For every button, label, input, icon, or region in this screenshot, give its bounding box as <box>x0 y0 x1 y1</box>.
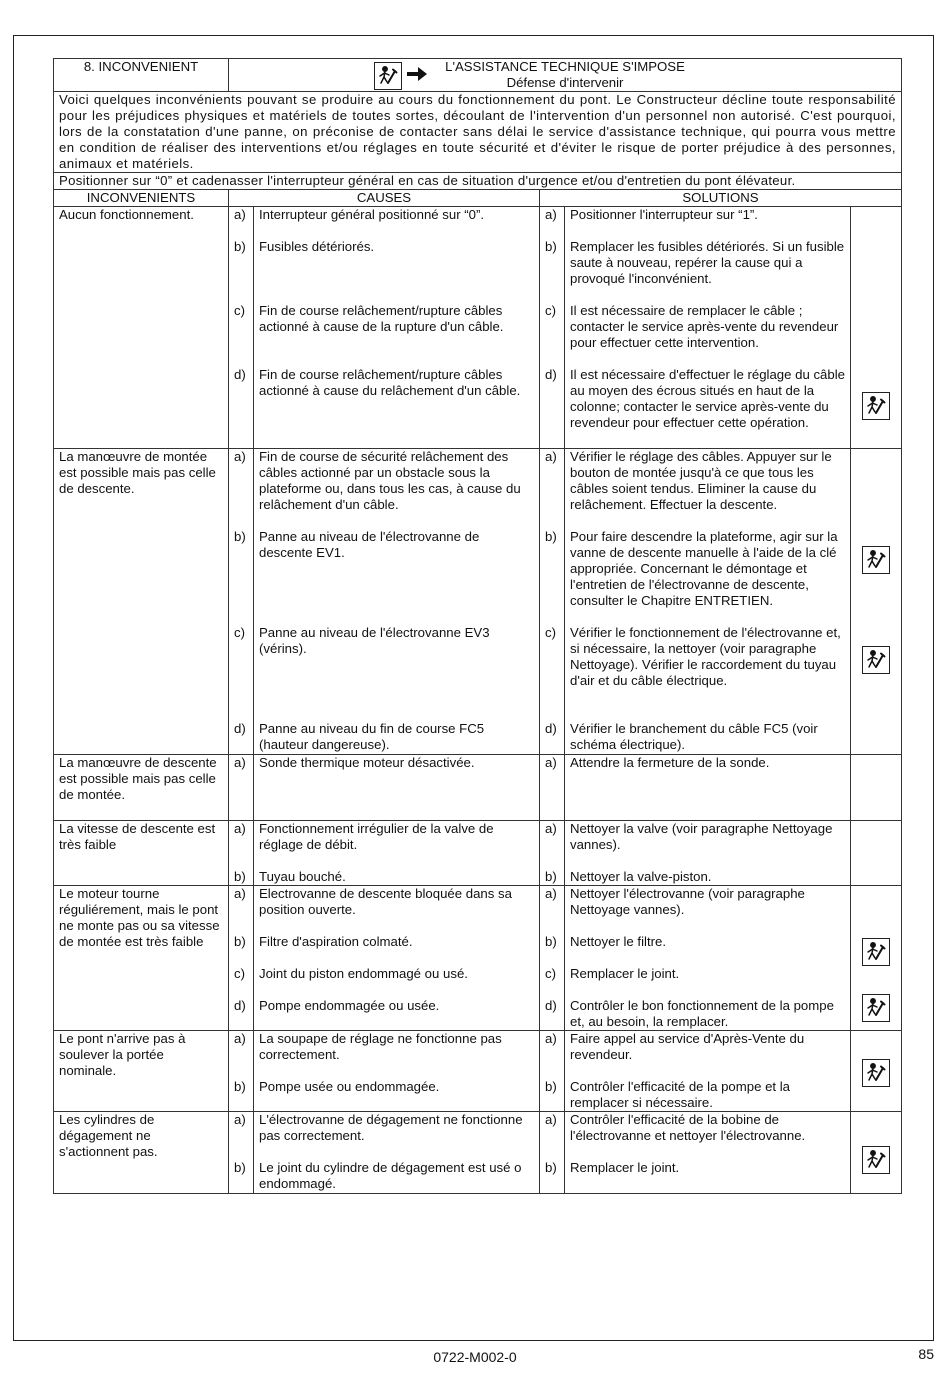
causes-cell <box>254 1112 540 1194</box>
cause-letters <box>229 755 254 821</box>
item-letter: a) <box>234 1031 246 1046</box>
cause-text: Le joint du cylindre de dégagement est usé o endommagé. <box>259 1160 522 1191</box>
cause-text: Pompe endommagée ou usée. <box>259 998 440 1013</box>
column-header-solutions: SOLUTIONS <box>540 190 902 207</box>
assistance-icon-cell <box>851 886 902 1031</box>
item-letter: b) <box>234 529 246 544</box>
cause-text: Panne au niveau de l'électrovanne de descente EV1. <box>259 529 480 560</box>
item-letter: a) <box>234 755 246 770</box>
cause-text: Sonde thermique moteur désactivée. <box>259 755 475 770</box>
solution-text: Vérifier le branchement du câble FC5 (voir schéma électrique). <box>570 721 818 752</box>
item-letter: b) <box>545 1160 557 1175</box>
problem-label: La manœuvre de descente est possible mais pas celle de montée. <box>54 755 229 821</box>
solution-text: Contrôler l'efficacité de la bobine de l'électrovanne et nettoyer l'électrovanne. <box>570 1112 806 1143</box>
solutions-cell <box>565 449 851 755</box>
column-header-causes: CAUSES <box>229 190 540 207</box>
item-letter: b) <box>234 1160 246 1175</box>
assistance-icon-cell <box>851 207 902 449</box>
technician-wrench-icon <box>374 62 402 90</box>
assistance-icon-cell <box>851 449 902 755</box>
header-row <box>54 59 902 92</box>
cause-text: Fonctionnement irrégulier de la valve de réglage de débit. <box>259 821 494 852</box>
cause-letters <box>229 449 254 755</box>
solution-text: Il est nécessaire d'effectuer le réglage du câble au moyen des écrous situés en haut de la colonne; contacter le service après-vente du revendeur pour effectuer cette opération. <box>570 367 845 430</box>
technician-wrench-icon <box>862 994 890 1022</box>
column-header-row <box>54 190 902 207</box>
solutions-cell <box>565 207 851 449</box>
problem-label: Aucun fonctionnement. <box>54 207 229 449</box>
item-letter: a) <box>545 886 557 901</box>
item-letter: a) <box>545 449 557 464</box>
solution-text: Attendre la fermeture de la sonde. <box>570 755 770 770</box>
cause-text: La soupape de réglage ne fonctionne pas correctement. <box>259 1031 502 1062</box>
item-letter: b) <box>545 529 557 544</box>
page-number: 85 <box>918 1346 934 1362</box>
item-letter: c) <box>545 966 556 981</box>
solution-letters <box>540 1031 565 1112</box>
section-title: 8. INCONVENIENT <box>54 59 229 92</box>
notice-subtitle: Défense d'intervenir <box>506 75 624 90</box>
cause-letters <box>229 1031 254 1112</box>
cause-text: L'électrovanne de dégagement ne fonctionne pas correctement. <box>259 1112 523 1143</box>
solution-letters <box>540 207 565 449</box>
causes-cell <box>254 755 540 821</box>
item-letter: d) <box>545 367 557 382</box>
technician-wrench-icon <box>862 1146 890 1174</box>
solution-text: Nettoyer la valve-piston. <box>570 869 712 884</box>
causes-cell <box>254 449 540 755</box>
item-letter: a) <box>234 1112 246 1127</box>
solution-text: Remplacer les fusibles détériorés. Si un fusible saute à nouveau, repérer la cause qui a provoqué l'inconvénient. <box>570 239 845 286</box>
causes-cell <box>254 821 540 886</box>
solution-text: Contrôler l'efficacité de la pompe et la remplacer si nécessaire. <box>570 1079 790 1110</box>
solution-text: Faire appel au service d'Après-Vente du revendeur. <box>570 1031 805 1062</box>
item-letter: b) <box>234 1079 246 1094</box>
item-letter: a) <box>545 1112 557 1127</box>
solution-text: Remplacer le joint. <box>570 1160 680 1175</box>
cause-text: Fusibles détériorés. <box>259 239 375 254</box>
solution-letters <box>540 821 565 886</box>
solution-text: Pour faire descendre la plateforme, agir sur la vanne de descente manuelle à l'aide de la clé appropriée. Concernant le démontage et l'entretien de l'électrovanne de descente, consulter le Chapitre ENTRETIEN. <box>570 529 838 608</box>
solution-text: Vérifier le fonctionnement de l'électrovanne et, si nécessaire, la nettoyer (voir paragraphe Nettoyage). Vérifier le raccordement du tuyau d'air et du câble électrique. <box>570 625 841 688</box>
cause-text: Panne au niveau du fin de course FC5 (hauteur dangereuse). <box>259 721 485 752</box>
assistance-icon-cell <box>851 755 902 821</box>
problem-row <box>54 449 902 755</box>
troubleshooting-table <box>53 58 902 1194</box>
item-letter: b) <box>234 934 246 949</box>
cause-text: Filtre d'aspiration colmaté. <box>259 934 413 949</box>
item-letter: d) <box>545 998 557 1013</box>
causes-cell <box>254 207 540 449</box>
cause-text: Pompe usée ou endommagée. <box>259 1079 440 1094</box>
assistance-icon-cell <box>851 1112 902 1194</box>
cause-letters <box>229 821 254 886</box>
solution-text: Remplacer le joint. <box>570 966 680 981</box>
technician-wrench-icon <box>862 646 890 674</box>
item-letter: d) <box>234 998 246 1013</box>
cause-text: Electrovanne de descente bloquée dans sa position ouverte. <box>259 886 512 917</box>
solutions-cell <box>565 821 851 886</box>
technician-wrench-icon <box>862 546 890 574</box>
problem-label: Les cylindres de dégagement ne s'actionnent pas. <box>54 1112 229 1194</box>
problem-row <box>54 886 902 1031</box>
solution-text: Nettoyer la valve (voir paragraphe Nettoyage vannes). <box>570 821 833 852</box>
causes-cell <box>254 886 540 1031</box>
item-letter: d) <box>234 721 246 736</box>
cause-text: Fin de course de sécurité relâchement des câbles actionné par un obstacle sous la plateforme ou, dans tous les cas, à cause du relâchement d'un câble. <box>259 449 521 512</box>
solution-text: Il est nécessaire de remplacer le câble ; contacter le service après-vente du revendeur pour effectuer cette intervention. <box>570 303 839 350</box>
item-letter: c) <box>545 625 556 640</box>
cause-text: Fin de course relâchement/rupture câbles actionné à cause du relâchement d'un câble. <box>259 367 521 398</box>
safety-warning: Positionner sur “0” et cadenasser l'interrupteur général en cas de situation d'urgence et/ou d'entretien du pont élévateur. <box>54 173 902 190</box>
solution-letters <box>540 1112 565 1194</box>
cause-letters <box>229 886 254 1031</box>
item-letter: d) <box>234 367 246 382</box>
assistance-icon-cell <box>851 1031 902 1112</box>
causes-cell <box>254 1031 540 1112</box>
item-letter: a) <box>234 207 246 222</box>
solutions-cell <box>565 1112 851 1194</box>
problem-label: La vitesse de descente est très faible <box>54 821 229 886</box>
intro-row <box>54 92 902 173</box>
item-letter: b) <box>545 1079 557 1094</box>
cause-text: Tuyau bouché. <box>259 869 346 884</box>
assistance-icon-cell <box>851 821 902 886</box>
cause-text: Interrupteur général positionné sur “0”. <box>259 207 485 222</box>
problem-label: Le pont n'arrive pas à soulever la portée nominale. <box>54 1031 229 1112</box>
cause-text: Fin de course relâchement/rupture câbles actionné à cause de la rupture d'un câble. <box>259 303 504 334</box>
item-letter: c) <box>545 303 556 318</box>
column-header-problems: INCONVENIENTS <box>54 190 229 207</box>
item-letter: c) <box>234 966 245 981</box>
item-letter: b) <box>545 869 557 884</box>
solution-letters <box>540 449 565 755</box>
item-letter: b) <box>234 869 246 884</box>
technician-wrench-icon <box>862 392 890 420</box>
item-letter: a) <box>545 821 557 836</box>
solution-text: Contrôler le bon fonctionnement de la pompe et, au besoin, la remplacer. <box>570 998 834 1029</box>
item-letter: a) <box>545 755 557 770</box>
item-letter: a) <box>545 1031 557 1046</box>
problem-label: Le moteur tourne réguliérement, mais le pont ne monte pas ou sa vitesse de montée est très faible <box>54 886 229 1031</box>
cause-text: Panne au niveau de l'électrovanne EV3 (vérins). <box>259 625 490 656</box>
solutions-cell <box>565 755 851 821</box>
technician-wrench-icon <box>862 1059 890 1087</box>
cause-letters <box>229 1112 254 1194</box>
solution-text: Nettoyer l'électrovanne (voir paragraphe Nettoyage vannes). <box>570 886 805 917</box>
item-letter: d) <box>545 721 557 736</box>
solution-text: Vérifier le réglage des câbles. Appuyer sur le bouton de montée jusqu'à ce que tous les câbles soient tendus. Eliminer la cause du relâchement. Effectuer la descente. <box>570 449 832 512</box>
item-letter: b) <box>545 239 557 254</box>
item-letter: b) <box>545 934 557 949</box>
item-letter: c) <box>234 625 245 640</box>
warning-row <box>54 173 902 190</box>
item-letter: a) <box>234 886 246 901</box>
item-letter: a) <box>234 821 246 836</box>
solution-letters <box>540 755 565 821</box>
solution-letters <box>540 886 565 1031</box>
cause-letters <box>229 207 254 449</box>
item-letter: b) <box>234 239 246 254</box>
problem-row <box>54 207 902 449</box>
assistance-notice <box>229 59 902 92</box>
technician-wrench-icon <box>862 938 890 966</box>
item-letter: c) <box>234 303 245 318</box>
arrow-right-icon <box>406 65 428 87</box>
problem-row <box>54 821 902 886</box>
problem-row <box>54 755 902 821</box>
intro-paragraph: Voici quelques inconvénients pouvant se produire au cours du fonctionnement du pont. Le Constructeur décline toute responsabilité pour les préjudices physiques et matériels de toutes sortes, découlant de l'intervention d'un personnel non autorisé. C'est pourquoi, lors de la constatation d'une panne, on préconise de contacter sans délai le service d'assistance technique, qui pourra vous mettre en condition de réaliser des interventions et/ou réglages en toute sécurité et d'éviter le risque de porter préjudice à des personnes, animaux et matériels. <box>54 92 902 173</box>
solutions-cell <box>565 1031 851 1112</box>
cause-text: Joint du piston endommagé ou usé. <box>259 966 468 981</box>
problem-row <box>54 1031 902 1112</box>
problem-label: La manœuvre de montée est possible mais pas celle de descente. <box>54 449 229 755</box>
solution-text: Nettoyer le filtre. <box>570 934 667 949</box>
item-letter: a) <box>545 207 557 222</box>
notice-title: L'ASSISTANCE TECHNIQUE S'IMPOSE <box>445 59 685 74</box>
problem-row <box>54 1112 902 1194</box>
solution-text: Positionner l'interrupteur sur “1”. <box>570 207 758 222</box>
solutions-cell <box>565 886 851 1031</box>
item-letter: a) <box>234 449 246 464</box>
document-code: 0722-M002-0 <box>433 1349 517 1365</box>
